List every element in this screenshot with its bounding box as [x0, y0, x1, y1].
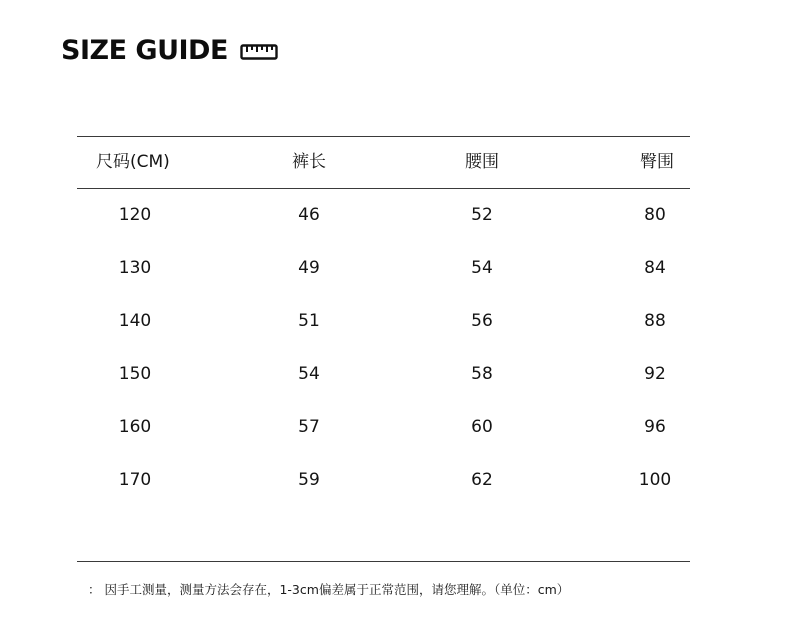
cell-waist: 54: [471, 258, 493, 278]
cell-waist: 62: [471, 470, 493, 490]
header-size: 尺码(CM): [96, 152, 170, 172]
cell-waist: 52: [471, 205, 493, 225]
table-row: [77, 295, 690, 348]
cell-pants-length: 59: [298, 470, 320, 490]
cell-waist: 60: [471, 417, 493, 437]
header-waist: 腰围: [465, 152, 499, 172]
table-row: [77, 242, 690, 295]
cell-hip: 100: [638, 470, 672, 490]
cell-waist: 58: [471, 364, 493, 384]
cell-size: 160: [118, 417, 152, 437]
cell-hip: 92: [644, 364, 666, 384]
cell-waist: 56: [471, 311, 493, 331]
cell-pants-length: 54: [298, 364, 320, 384]
cell-size: 170: [118, 470, 152, 490]
table-header-row: [77, 137, 690, 188]
cell-pants-length: 49: [298, 258, 320, 278]
table-row: [77, 401, 690, 454]
cell-hip: 88: [644, 311, 666, 331]
measurement-note: ： 因手工测量，测量方法会存在，1-3cm偏差属于正常范围，请您理解。（单位：cm）: [88, 582, 570, 597]
header-hip: 臀围: [640, 152, 674, 172]
table-row: [77, 189, 690, 242]
title-row: [61, 33, 278, 69]
cell-pants-length: 57: [298, 417, 320, 437]
header-pants-length: 裤长: [292, 152, 326, 172]
table-row: [77, 348, 690, 401]
ruler-icon: [240, 44, 278, 60]
cell-pants-length: 51: [298, 311, 320, 331]
table-row: [77, 454, 690, 507]
cell-hip: 84: [644, 258, 666, 278]
cell-size: 150: [118, 364, 152, 384]
cell-hip: 96: [644, 417, 666, 437]
cell-size: 120: [118, 205, 152, 225]
cell-pants-length: 46: [298, 205, 320, 225]
table-bottom-divider: [77, 561, 690, 562]
cell-hip: 80: [644, 205, 666, 225]
page-title: SIZE GUIDE: [61, 35, 228, 66]
cell-size: 130: [118, 258, 152, 278]
cell-size: 140: [118, 311, 152, 331]
